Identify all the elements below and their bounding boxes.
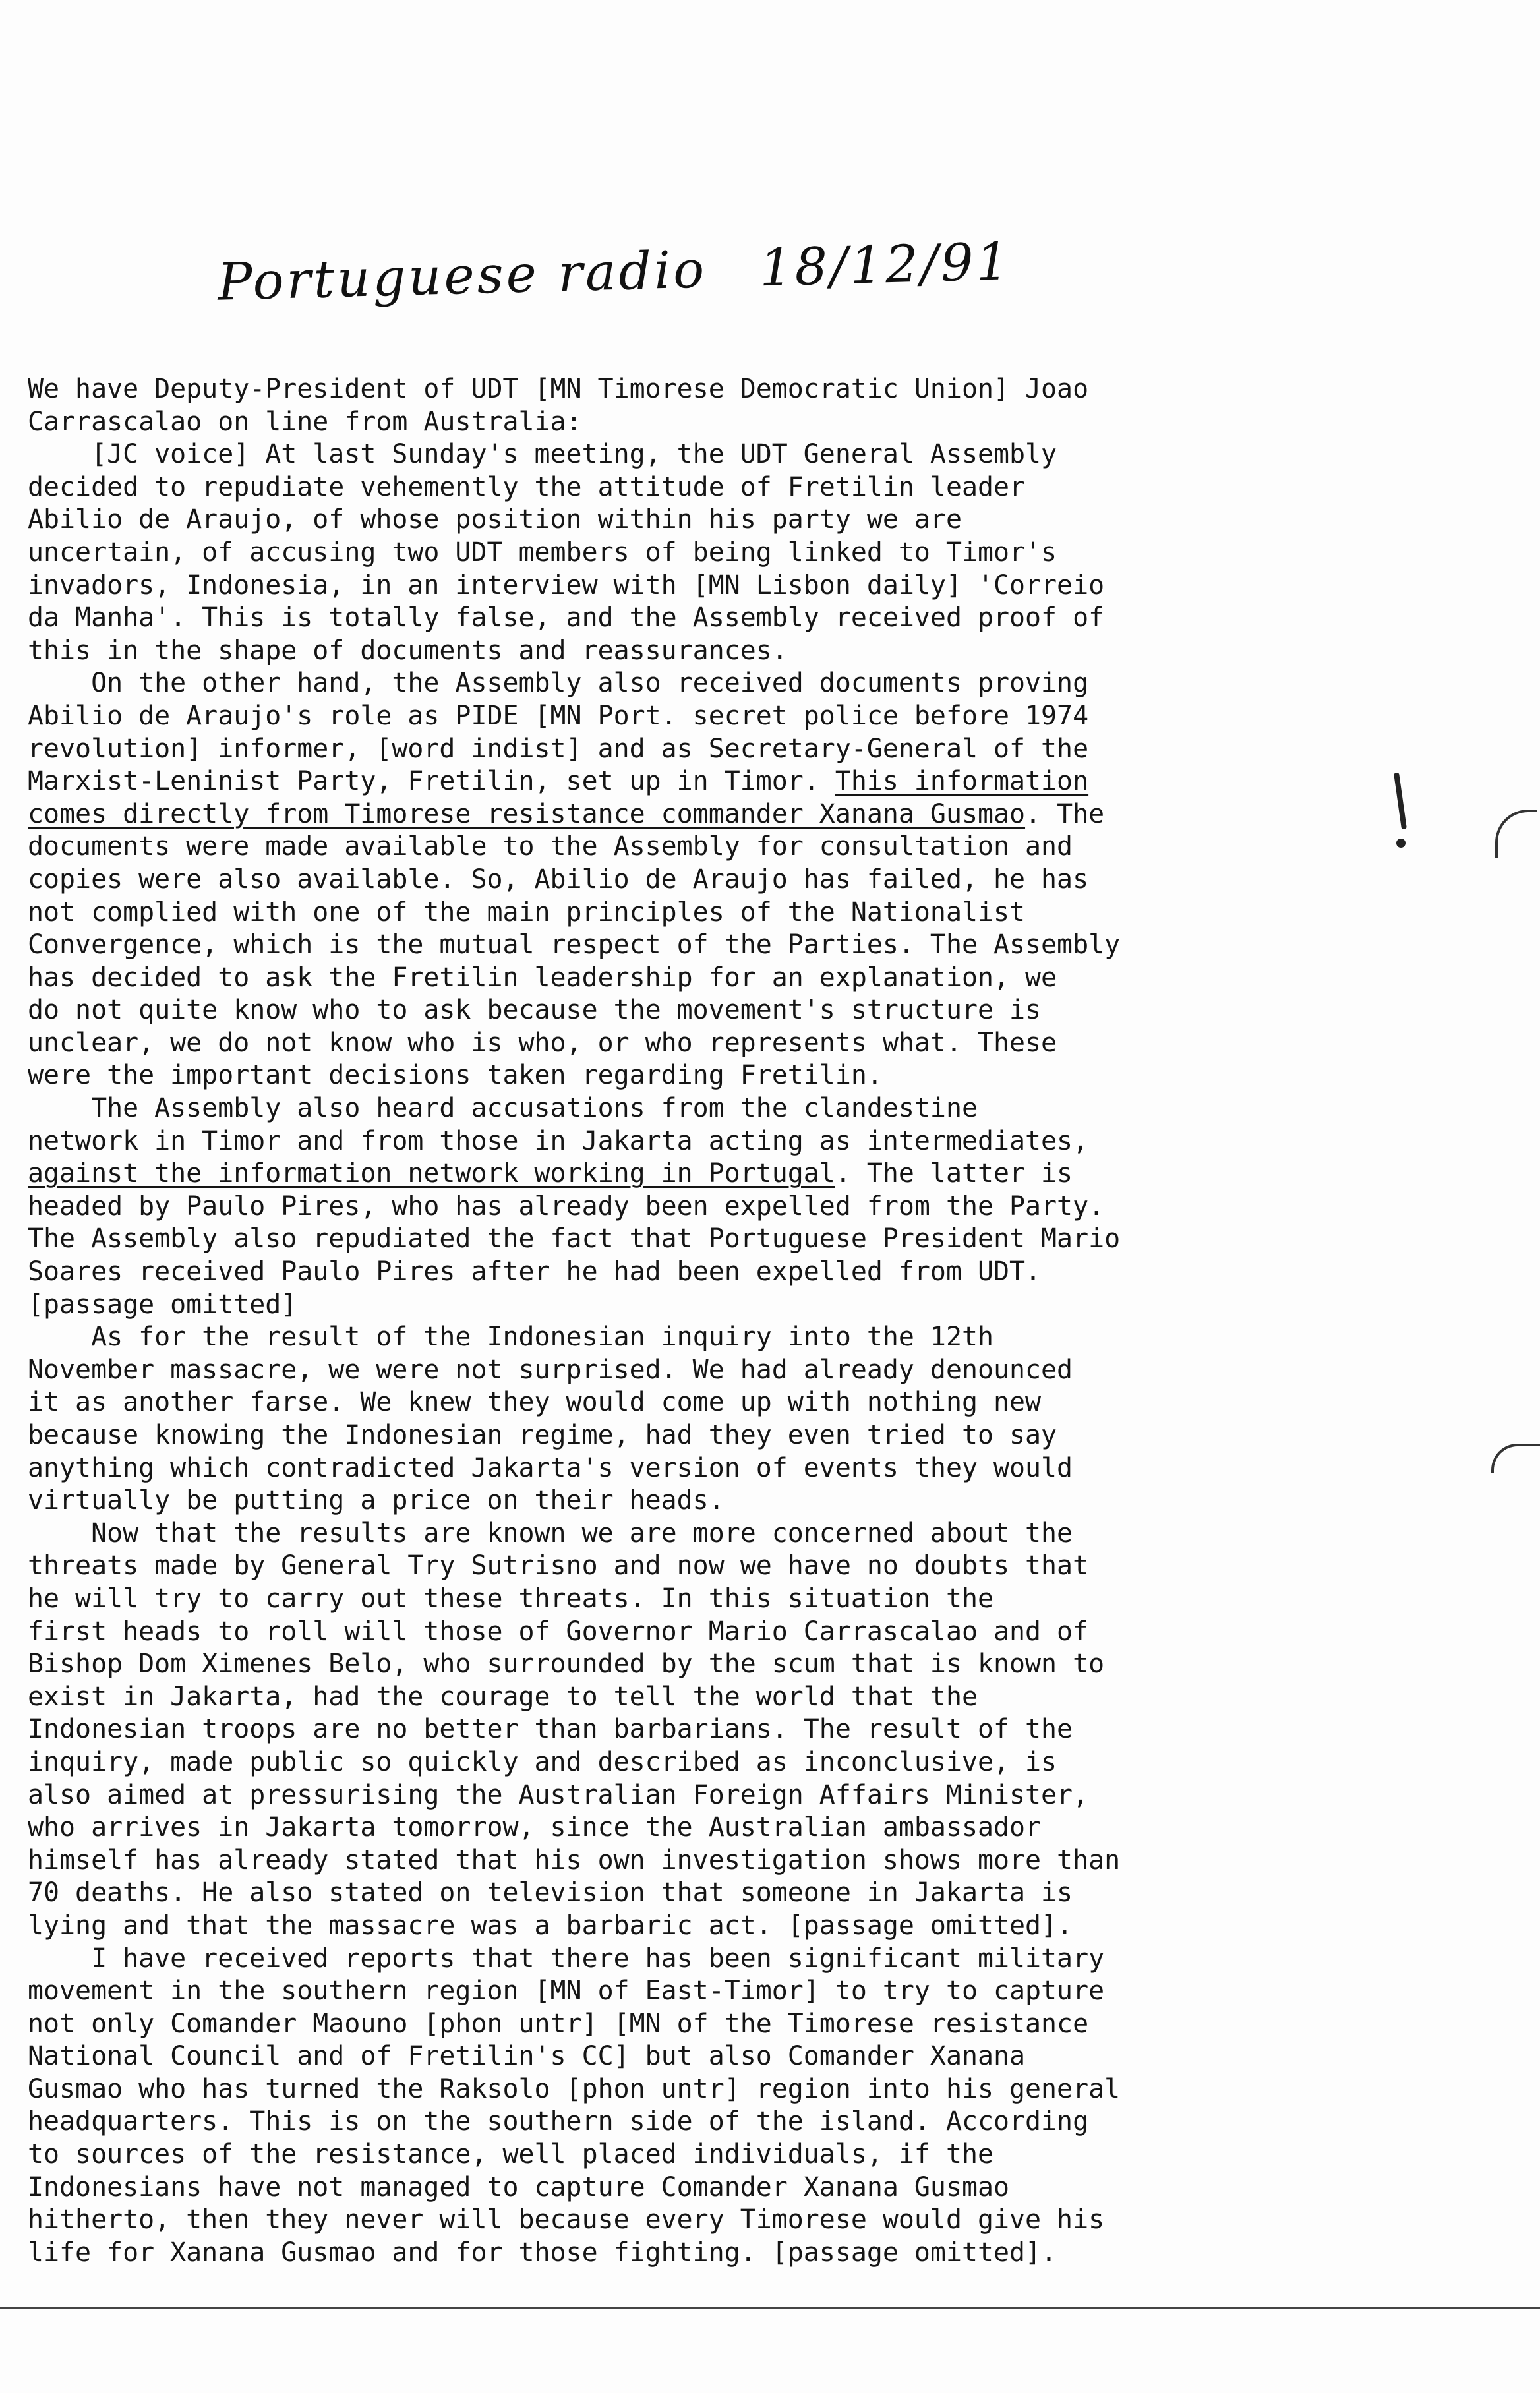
text-line: not only Comander Maouno [phon untr] [MN of the Timorese resistance <box>28 2008 1089 2039</box>
text-line: As for the result of the Indonesian inquiry into the 12th <box>28 1322 993 1353</box>
text-line: to sources of the resistance, well placed individuals, if the <box>28 2139 993 2170</box>
transcript-body <box>28 373 1412 2269</box>
margin-exclamation-dot <box>1396 839 1406 848</box>
text-line: lying and that the massacre was a barbaric act. [passage omitted]. <box>28 1910 1073 1941</box>
margin-pen-mark <box>1495 810 1537 858</box>
text-line: National Council and of Fretilin's CC] but also Comander Xanana <box>28 2041 1026 2072</box>
text-line: inquiry, made public so quickly and described as inconclusive, is <box>28 1746 1057 1777</box>
text-line: November massacre, we were not surprised. We had already denounced <box>28 1354 1073 1385</box>
text-line: I have received reports that there has been significant military <box>28 1943 1105 1974</box>
text-line: anything which contradicted Jakarta's version of events they would <box>28 1452 1073 1483</box>
text-line: Marxist-Leninist Party, Fretilin, set up in Timor. <box>28 766 835 797</box>
text-line: first heads to roll will those of Governor Mario Carrascalao and of <box>28 1616 1089 1647</box>
text-line: himself has already stated that his own investigation shows more than <box>28 1845 1121 1876</box>
text-line: . The latter is <box>835 1158 1073 1189</box>
text-line: who arrives in Jakarta tomorrow, since the Australian ambassador <box>28 1812 1042 1843</box>
text-line: not complied with one of the main principles of the Nationalist <box>28 897 1026 928</box>
text-line: also aimed at pressurising the Australian Foreign Affairs Minister, <box>28 1779 1089 1810</box>
underlined-text: This information <box>835 766 1089 797</box>
text-line: The Assembly also heard accusations from the clandestine <box>28 1093 978 1124</box>
text-line: Indonesian troops are no better than barbarians. The result of the <box>28 1714 1073 1745</box>
text-line: threats made by General Try Sutrisno and now we have no doubts that <box>28 1551 1089 1581</box>
text-line: he will try to carry out these threats. In this situation the <box>28 1583 993 1614</box>
text-line: virtually be putting a price on their heads. <box>28 1485 725 1516</box>
text-line: da Manha'. This is totally false, and the Assembly received proof of <box>28 603 1105 634</box>
text-line: exist in Jakarta, had the courage to tell the world that the <box>28 1681 978 1712</box>
underlined-text: comes directly from Timorese resistance commander Xanana Gusmao <box>28 798 1026 829</box>
handwritten-date: 18/12/91 <box>758 232 1013 299</box>
margin-pen-mark <box>1491 1444 1540 1473</box>
text-line: network in Timor and from those in Jakarta acting as intermediates, <box>28 1125 1089 1156</box>
text-line: this in the shape of documents and reassurances. <box>28 635 788 666</box>
text-line: We have Deputy-President of UDT [MN Timorese Democratic Union] Joao <box>28 374 1089 404</box>
text-line: uncertain, of accusing two UDT members of being linked to Timor's <box>28 537 1057 568</box>
text-line: Soares received Paulo Pires after he had been expelled from UDT. <box>28 1256 1042 1287</box>
text-line: because knowing the Indonesian regime, had they even tried to say <box>28 1420 1057 1450</box>
text-line: Carrascalao on line from Australia: <box>28 406 582 437</box>
text-line: headquarters. This is on the southern side of the island. According <box>28 2106 1089 2137</box>
text-line: revolution] informer, [word indist] and as Secretary-General of the <box>28 733 1089 764</box>
page-bottom-rule <box>0 2307 1540 2309</box>
text-line: Abilio de Araujo's role as PIDE [MN Port. secret police before 1974 <box>28 700 1089 731</box>
text-line: life for Xanana Gusmao and for those fighting. [passage omitted]. <box>28 2237 1057 2268</box>
text-line: Now that the results are known we are more concerned about the <box>28 1518 1073 1549</box>
text-line: The Assembly also repudiated the fact that Portuguese President Mario <box>28 1224 1121 1255</box>
text-line: Abilio de Araujo, of whose position within his party we are <box>28 504 962 535</box>
text-line: Convergence, which is the mutual respect of the Parties. The Assembly <box>28 930 1121 960</box>
text-line: headed by Paulo Pires, who has already been expelled from the Party. <box>28 1191 1105 1222</box>
text-line: Gusmao who has turned the Raksolo [phon untr] region into his general <box>28 2073 1121 2104</box>
text-line: decided to repudiate vehemently the attitude of Fretilin leader <box>28 471 1026 502</box>
handwritten-annotation <box>217 232 1012 312</box>
handwritten-source: Portuguese radio <box>217 240 708 312</box>
text-line: hitherto, then they never will because every Timorese would give his <box>28 2204 1105 2235</box>
text-line: On the other hand, the Assembly also received documents proving <box>28 668 1089 699</box>
text-line: unclear, we do not know who is who, or who represents what. These <box>28 1027 1057 1058</box>
text-line: Bishop Dom Ximenes Belo, who surrounded by the scum that is known to <box>28 1649 1105 1680</box>
text-line: documents were made available to the Assembly for consultation and <box>28 831 1073 862</box>
text-line: were the important decisions taken regarding Fretilin. <box>28 1060 883 1091</box>
text-line: [passage omitted] <box>28 1289 297 1320</box>
text-line: copies were also available. So, Abilio de Araujo has failed, he has <box>28 864 1089 895</box>
text-line: . The <box>1025 798 1105 829</box>
underlined-text: against the information network working in Portugal <box>28 1158 835 1189</box>
text-line: Indonesians have not managed to capture Comander Xanana Gusmao <box>28 2171 1010 2202</box>
text-line: [JC voice] At last Sunday's meeting, the UDT General Assembly <box>28 439 1057 470</box>
text-line: do not quite know who to ask because the movement's structure is <box>28 995 1042 1026</box>
text-line: it as another farse. We knew they would come up with nothing new <box>28 1387 1042 1418</box>
text-line: movement in the southern region [MN of East-Timor] to try to capture <box>28 1976 1105 2007</box>
text-line: invadors, Indonesia, in an interview with [MN Lisbon daily] 'Correio <box>28 570 1105 601</box>
text-line: 70 deaths. He also stated on television that someone in Jakarta is <box>28 1877 1073 1908</box>
text-line: has decided to ask the Fretilin leadership for an explanation, we <box>28 962 1057 993</box>
